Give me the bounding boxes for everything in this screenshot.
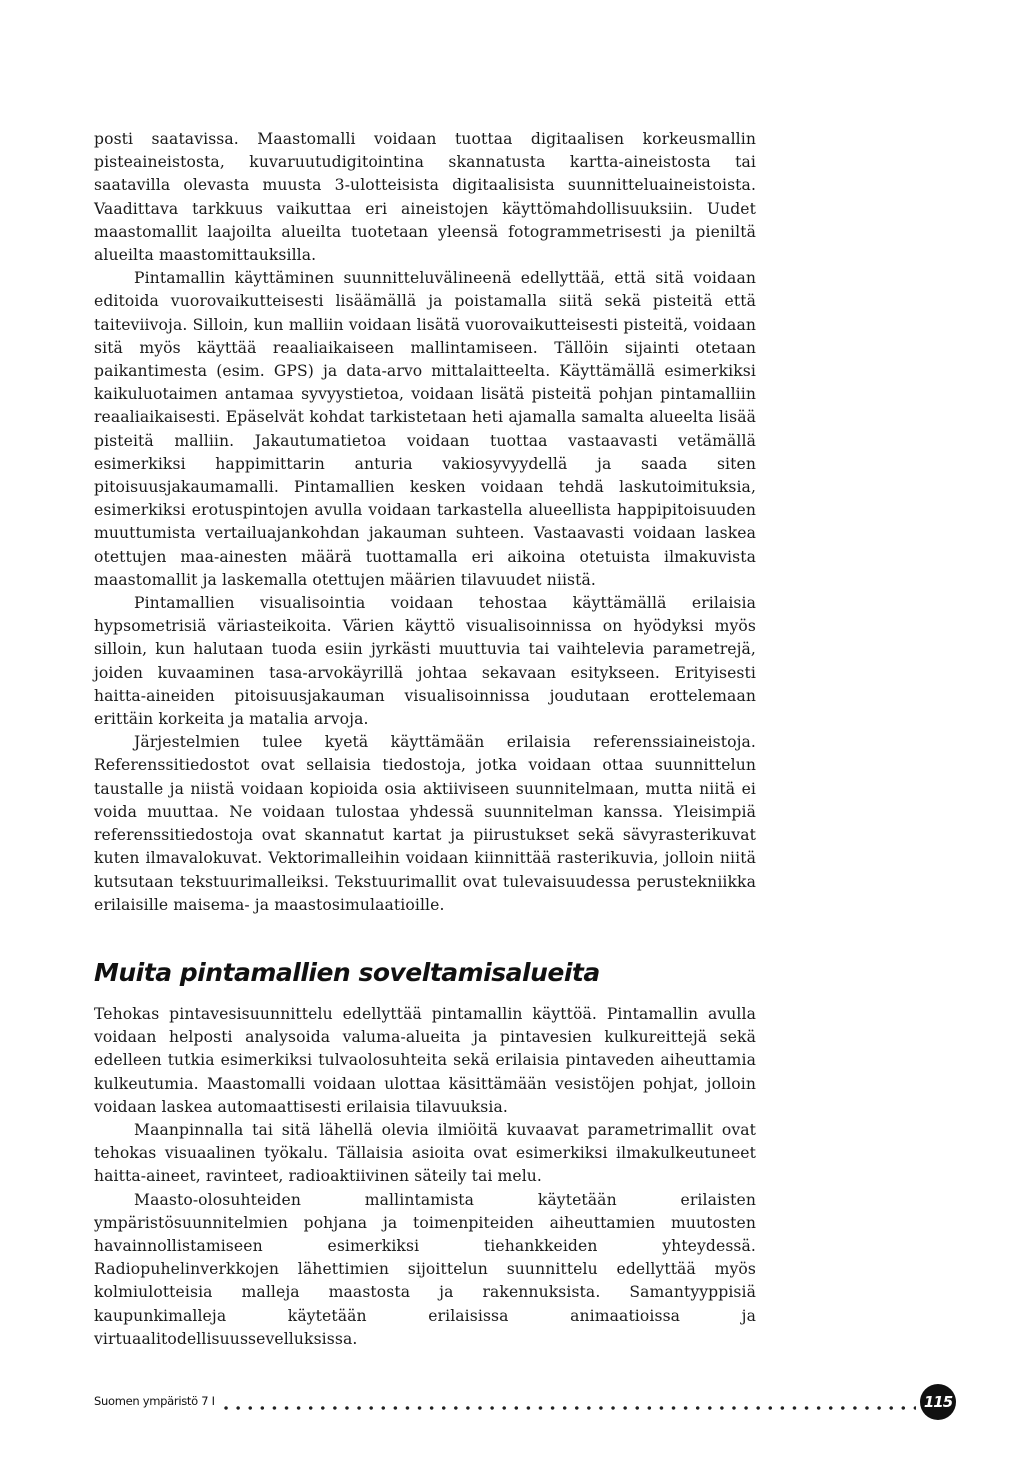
paragraph: posti saatavissa. Maastomalli voidaan tuottaa digitaalisen korkeusmallin pisteaineistosta, kuvaruutudigitointina skannatusta kartta-aineistosta tai saatavilla olevasta muusta 3-ulotteisista digitaalisista suunnitteluaineistoista. Vaadittava tarkkuus vaikuttaa eri aineistojen käyttömahdollisuuksiin. Uudet maastomallit laajoilta alueilta tuotetaan yleensä fotogrammetrisesti ja pieniltä alueilta maastomittauksilla. [94,130,756,265]
paragraph: Pintamallin käyttäminen suunnitteluvälineenä edellyttää, että sitä voidaan editoida vuorovaikutteisesti lisäämällä ja poistamalla siitä sekä pisteitä että taiteviivoja. Silloin, kun malliin voidaan lisätä vuorovaikutteisesti pisteitä, voidaan sitä myös käyttää reaaliaikaiseen mallintamiseen. Tällöin sijainti otetaan paikantimesta (esim. GPS) ja data-arvo mittalaitteelta. Käyttämällä esimerkiksi kaikuluotaimen antamaa syvyystietoa, voidaan lisätä pisteitä pohjan pintamalliin reaaliaikaisesti. Epäselvät kohdat tarkistetaan heti ajamalla samalta alueelta lisää pisteitä malliin. Jakautumatietoa voidaan tuottaa vastaavasti vetämällä esimerkiksi happimittarin anturia vakiosyvyydellä ja saada siten pitoisuusjakaumamalli. Pintamallien kesken voidaan tehdä laskutoimituksia, esimerkiksi erotuspintojen avulla voidaan tarkastella alueellista happipitoisuuden muuttumista vertailuajankohdan jakauman suhteen. Vastaavasti voidaan laskea otettujen maa-ainesten määrä tuottamalla eri aikoina otetuista ilmakuvista maastomallit ja laskemalla otettujen määrien tilavuudet niistä. [94,269,756,589]
page-number-badge: 115 [920,1384,956,1420]
publication-series: Suomen ympäristö 7 I [94,1394,215,1408]
paragraph: Järjestelmien tulee kyetä käyttämään erilaisia referenssiaineistoja. Referenssitiedostot ovat sellaisia tiedostoja, jotka voidaan ottaa suunnittelun taustalle ja niistä voidaan kopioida osia aktiiviseen suunnitelmaan, mutta niitä ei voida muuttaa. Ne voidaan tulostaa yhdessä suunnitelman kanssa. Yleisimpiä referenssitiedostoja ovat skannatut kartat ja piirustukset sekä sävyrasterikuvat kuten ilmavalokuvat. Vektorimalleihin voidaan kiinnittää rasterikuvia, jolloin niitä kutsutaan tekstuurimalleiksi. Tekstuurimallit ovat tulevaisuudessa perustekniikka erilaisille maisema- ja maastosimulaatioille. [94,733,756,914]
main-body-text [94,128,756,917]
paragraph: Maanpinnalla tai sitä lähellä olevia ilmiöitä kuvaavat parametrimallit ovat tehokas visuaalinen työkalu. Tällaisia asioita ovat esimerkiksi ilmakulkeutuneet haitta-aineet, ravinteet, radioaktiivinen säteily tai melu. [94,1121,756,1186]
section-body-text [94,1003,756,1351]
section-heading: Muita pintamallien soveltamisalueita [94,958,600,987]
paragraph: Maasto-olosuhteiden mallintamista käytetään erilaisten ympäristösuunnitelmien pohjana ja toimenpiteiden aiheuttamien muutosten havainnollistamiseen esimerkiksi tiehankkeiden yhteydessä. Radiopuhelinverkkojen lähettimien sijoittelun suunnittelu edellyttää myös kolmiulotteisia malleja maastosta ja rakennuksista. Samantyyppisiä kaupunkimalleja käytetään erilaisissa animaatioissa ja virtuaalitodellisuussevelluksissa. [94,1190,756,1348]
page-footer [94,1384,956,1420]
dotted-leader [220,1406,916,1410]
paragraph: Tehokas pintavesisuunnittelu edellyttää pintamallin käyttöä. Pintamallin avulla voidaan helposti analysoida valuma-alueita ja pintavesien kulkureittejä sekä edelleen tutkia esimerkiksi tulvaolosuhteita sekä erilaisia pintaveden aiheuttamia kulkeutumia. Maastomalli voidaan ulottaa käsittämään vesistöjen pohjat, jolloin voidaan laskea automaattisesti erilaisia tilavuuksia. [94,1005,756,1116]
paragraph: Pintamallien visualisointia voidaan tehostaa käyttämällä erilaisia hypsometrisiä väriasteikoita. Värien käyttö visualisoinnissa on hyödyksi myös silloin, kun halutaan tuoda esiin jyrkästi muuttuvia tai vaihtelevia parametrejä, joiden kuvaaminen tasa-arvokäyrillä johtaa sekavaan esitykseen. Erityisesti haitta-aineiden pitoisuusjakauman visualisoinnissa joudutaan erottelemaan erittäin korkeita ja matalia arvoja. [94,594,756,729]
